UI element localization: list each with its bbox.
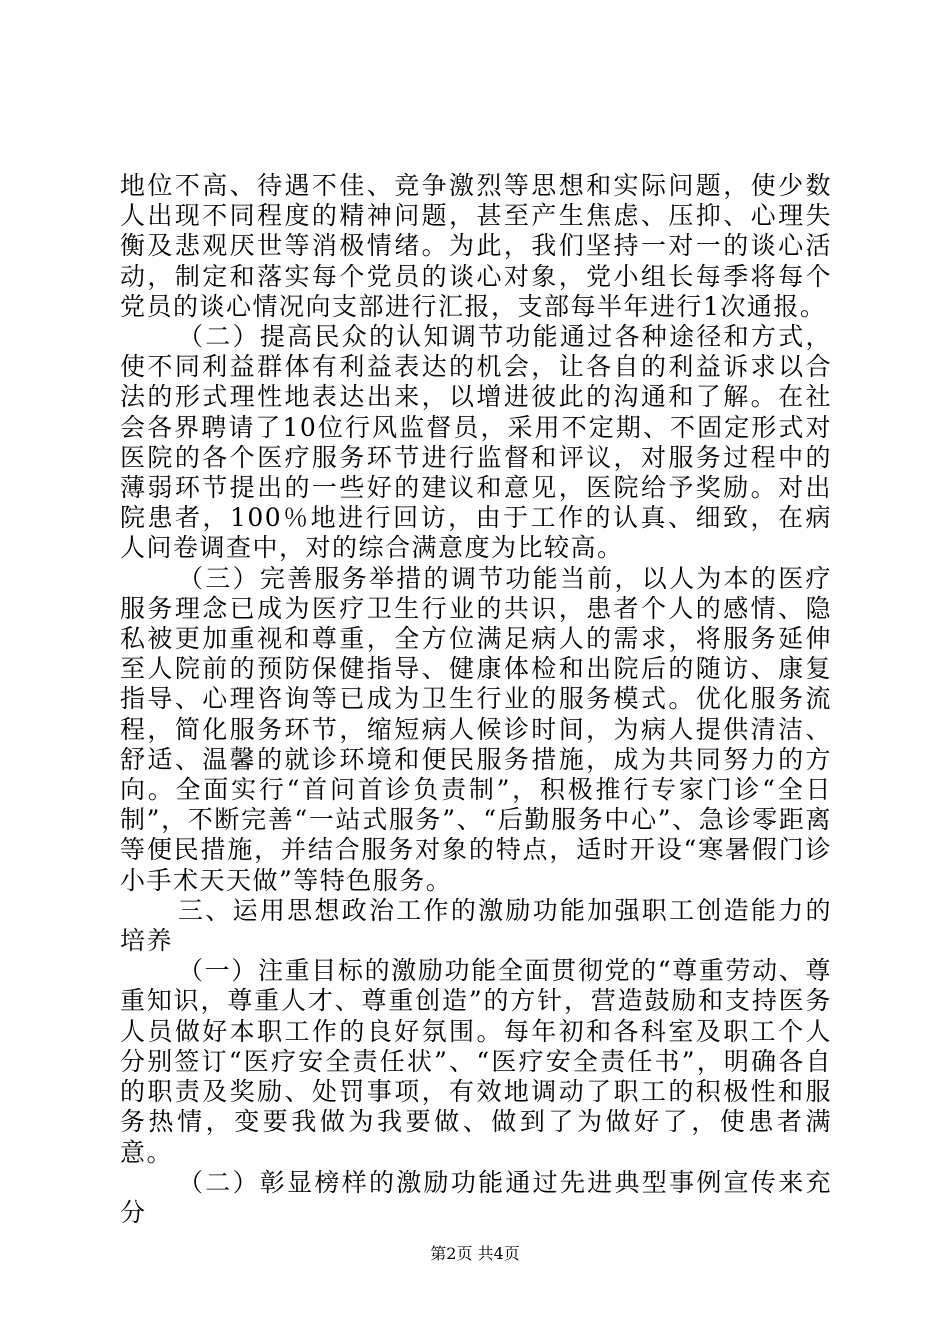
paragraph-5: （二）彰显榜样的激励功能通过先进典型事例宣传来充分	[120, 1167, 832, 1227]
page-footer: 第2页 共4页	[430, 1244, 520, 1263]
paragraph-2: （二）提高民众的认知调节功能通过各种途径和方式，使不同利益群体有利益表达的机会，让各自的利益诉求以合法的形式理性地表达出来，以增进彼此的沟通和了解。在社会各界聘请了10位行风监督员，采用不定期、不固定形式对医院的各个医疗服务环节进行监督和评议，对服务过程中的薄弱环节提出的一些好的建议和意见，医院给予奖励。对出院患者，100％地进行回访，由于工作的认真、细致，在病人问卷调查中，对的综合满意度为比较高。	[120, 322, 832, 563]
paragraph-4: （一）注重目标的激励功能全面贯彻党的“尊重劳动、尊重知识，尊重人才、尊重创造”的方针，营造鼓励和支持医务人员做好本职工作的良好氛围。每年初和各科室及职工个人分别签订“医疗安全责任状”、“医疗安全责任书”，明确各自的职责及奖励、处罚事项，有效地调动了职工的积极性和服务热情，变要我做为我要做、做到了为做好了，使患者满意。	[120, 956, 832, 1167]
paragraph-3: （三）完善服务举措的调节功能当前，以人为本的医疗服务理念已成为医疗卫生行业的共识，患者个人的感情、隐私被更加重视和尊重，全方位满足病人的需求，将服务延伸至人院前的预防保健指导、健康体检和出院后的随访、康复指导、心理咨询等已成为卫生行业的服务模式。优化服务流程，简化服务环节，缩短病人候诊时间，为病人提供清洁、舒适、温馨的就诊环境和便民服务措施，成为共同努力的方向。全面实行“首问首诊负责制”，积极推行专家门诊“全日制”，不断完善“一站式服务”、“后勤服务中心”、急诊零距离等便民措施，并结合服务对象的特点，适时开设“寒暑假门诊小手术天天做”等特色服务。	[120, 563, 832, 895]
section-heading-3: 三、运用思想政治工作的激励功能加强职工创造能力的培养	[120, 895, 832, 956]
paragraph-1: 地位不高、待遇不佳、竞争激烈等思想和实际问题，使少数人出现不同程度的精神问题，甚至产生焦虑、压抑、心理失衡及悲观厌世等消极情绪。为此，我们坚持一对一的谈心活动，制定和落实每个党员的谈心对象，党小组长每季将每个党员的谈心情况向支部进行汇报，支部每半年进行1次通报。	[120, 171, 832, 321]
document-body	[120, 171, 832, 1228]
